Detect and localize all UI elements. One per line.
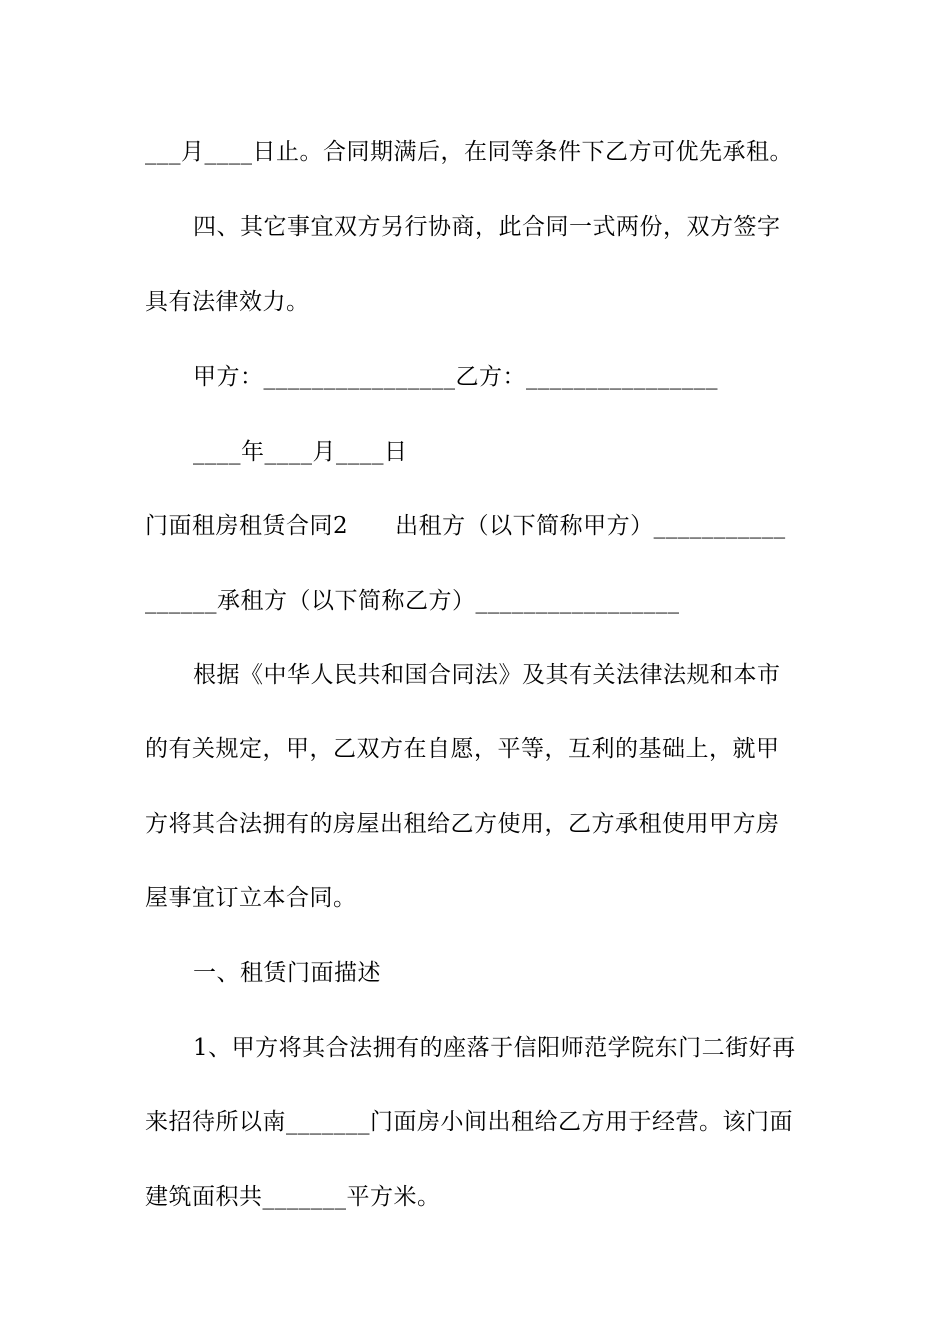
signature-line-parties: 甲方：________________乙方：________________ <box>193 364 718 390</box>
text-line-clause-four: 四、其它事宜双方另行协商，此合同一式两份，双方签字 <box>193 214 781 240</box>
date-line: ____年____月____日 <box>193 439 408 465</box>
text-line-basis-cont-1: 的有关规定，甲，乙双方在自愿，平等，互利的基础上，就甲 <box>145 736 780 762</box>
text-line-basis-cont-3: 屋事宜订立本合同。 <box>145 885 357 911</box>
text-line-basis: 根据《中华人民共和国合同法》及其有关法律法规和本市 <box>193 662 781 688</box>
lessee-line: ______承租方（以下简称乙方）_________________ <box>145 588 680 614</box>
text-line-item-one-cont-1: 来招待所以南_______门面房小间出租给乙方用于经营。该门面 <box>145 1109 793 1135</box>
text-line-lease-term-end: ___月____日止。合同期满后，在同等条件下乙方可优先承租。 <box>145 139 793 165</box>
text-line-item-one-cont-2: 建筑面积共_______平方米。 <box>145 1184 441 1210</box>
text-line-clause-four-cont: 具有法律效力。 <box>145 289 310 315</box>
text-line-item-one: 1、甲方将其合法拥有的座落于信阳师范学院东门二街好再 <box>193 1035 796 1061</box>
section-heading-premises: 一、租赁门面描述 <box>193 960 381 986</box>
contract-title-lessor-line: 门面租房租赁合同2 出租方（以下简称甲方）___________ <box>145 513 786 539</box>
text-line-basis-cont-2: 方将其合法拥有的房屋出租给乙方使用，乙方承租使用甲方房 <box>145 811 780 837</box>
